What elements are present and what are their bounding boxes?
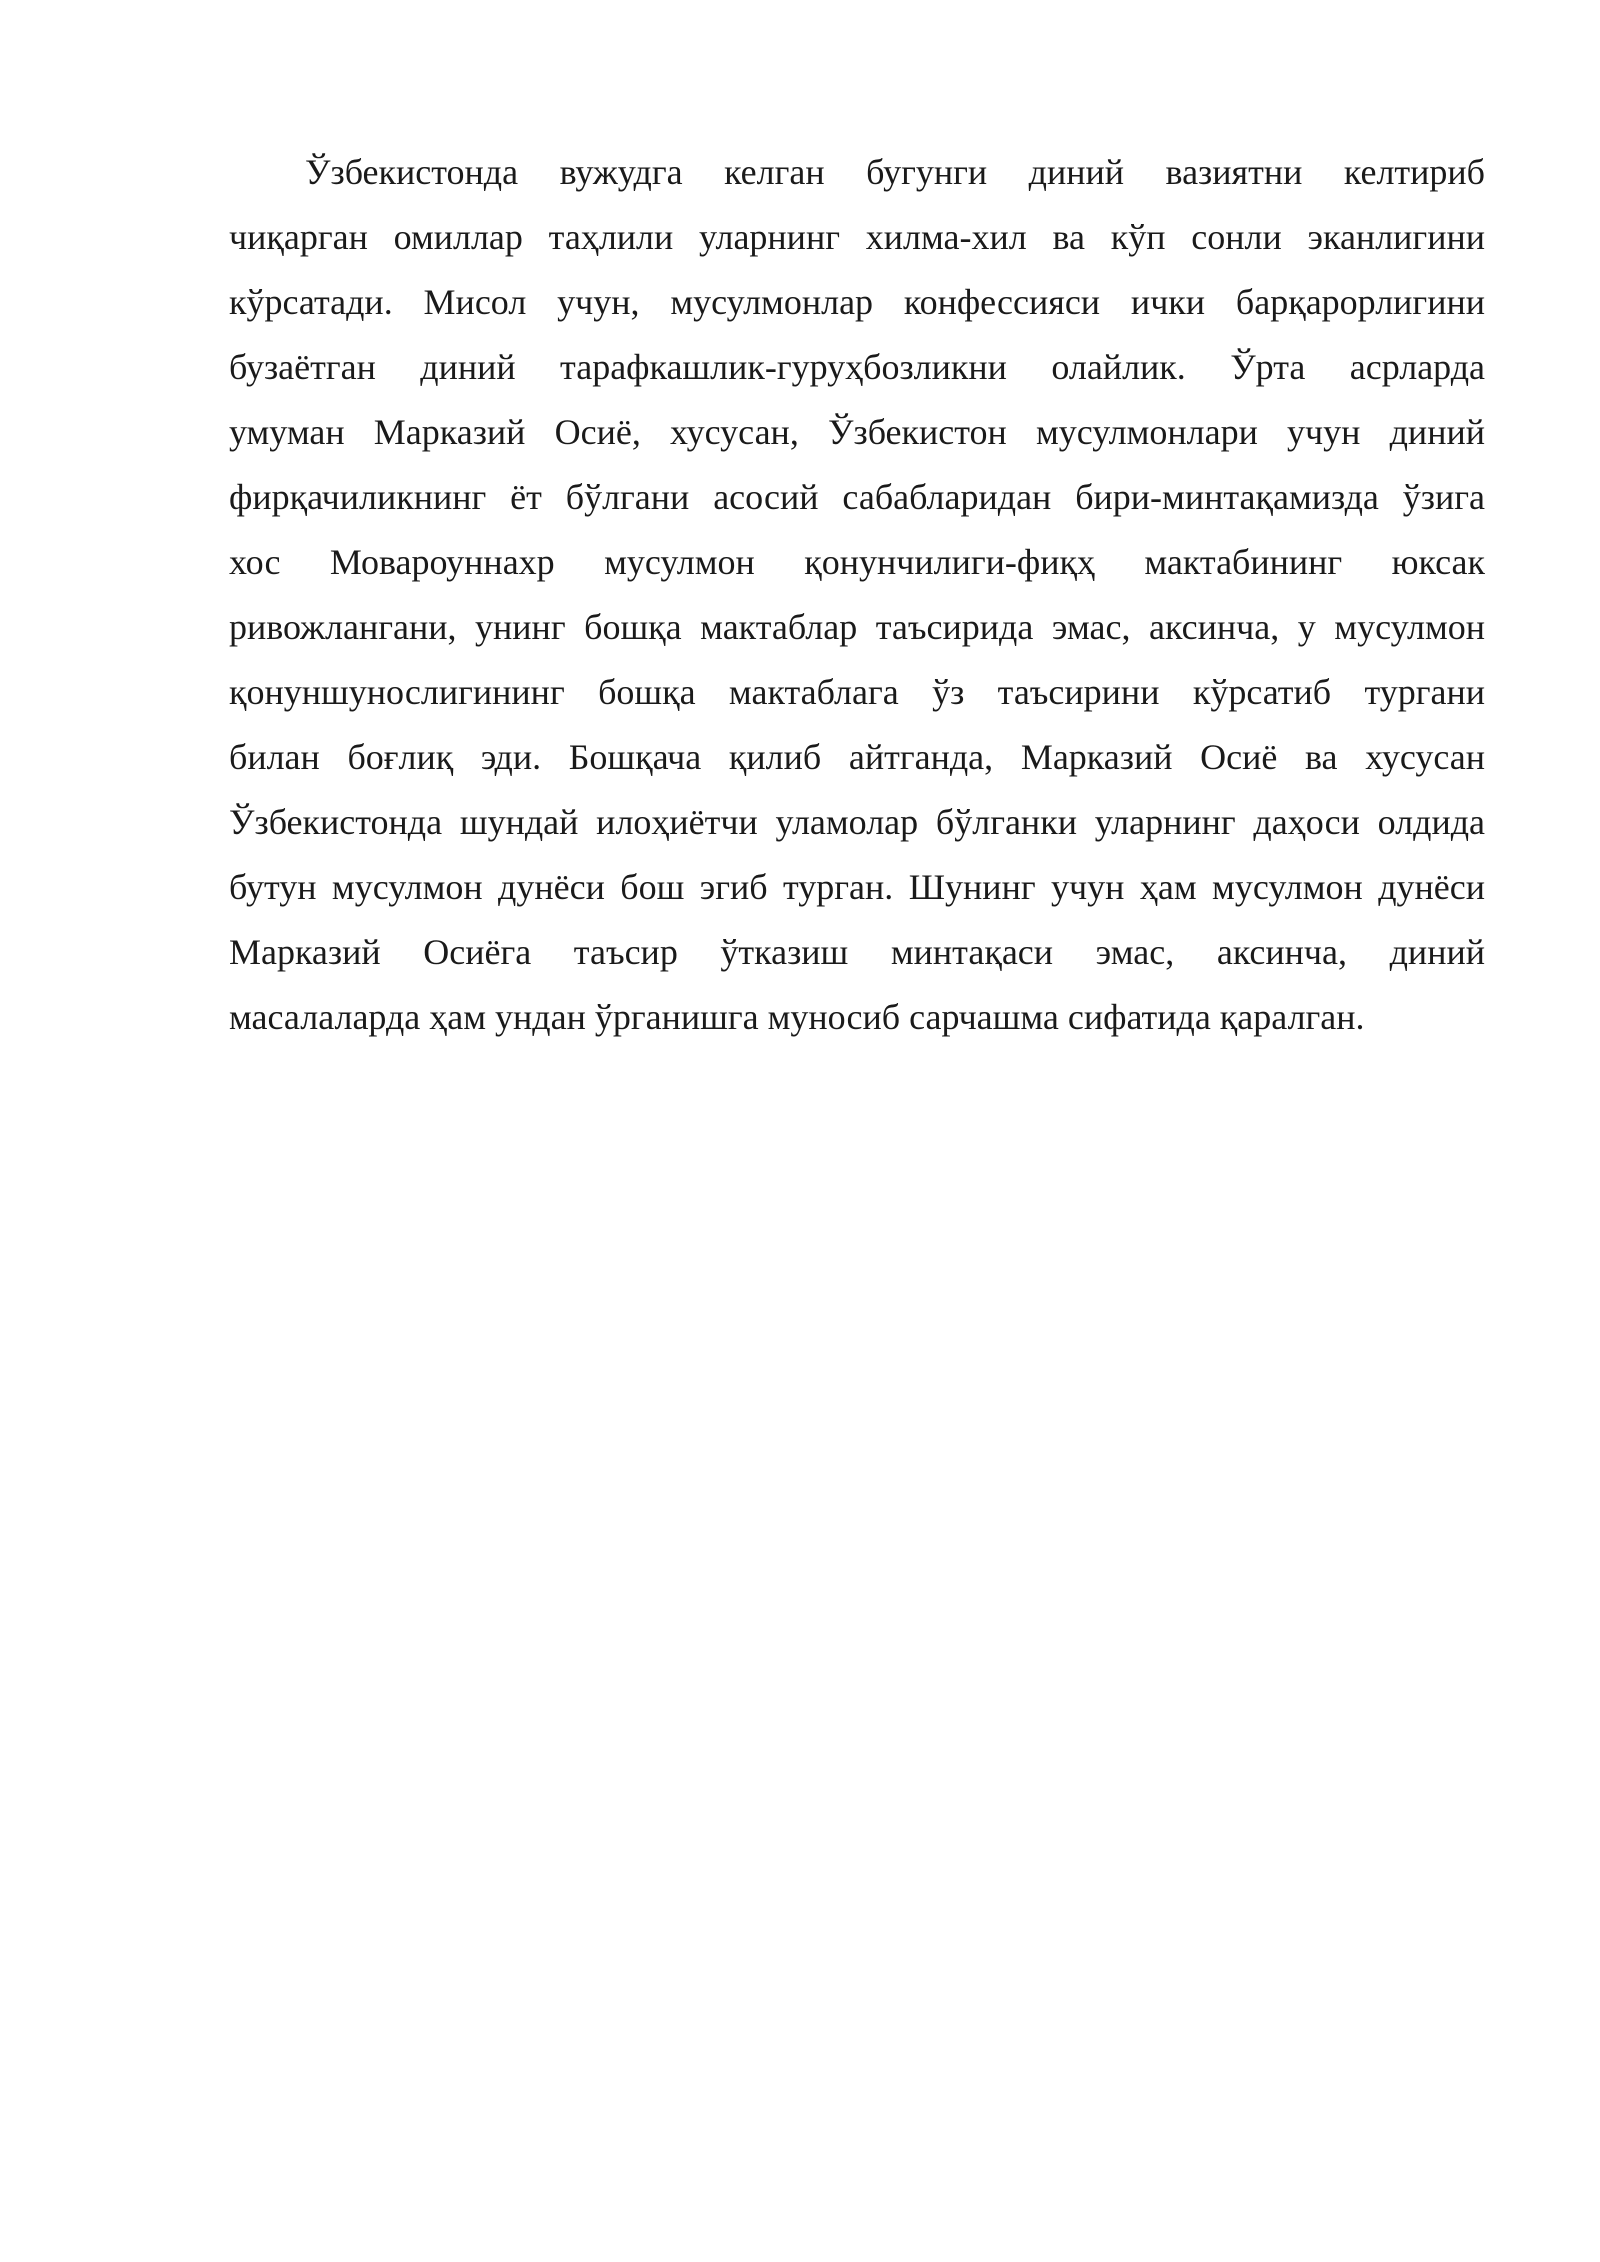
paragraph-line: кўрсатади. Мисол учун, мусулмонлар конфессияси ички барқарорлигини: [229, 282, 1485, 322]
paragraph-line: хос Мовароуннахр мусулмон қонунчилиги-фиқҳ мактабининг юксак: [229, 542, 1485, 582]
paragraph-line: Ўзбекистонда вужудга келган бугунги диний вазиятни келтириб: [305, 152, 1485, 192]
paragraph-line: умуман Марказий Осиё, хусусан, Ўзбекистон мусулмонлари учун диний: [229, 412, 1485, 452]
paragraph-line: қонуншунослигининг бошқа мактаблага ўз таъсирини кўрсатиб тургани: [229, 672, 1485, 712]
paragraph-line: бутун мусулмон дунёси бош эгиб турган. Шунинг учун ҳам мусулмон дунёси: [229, 867, 1485, 907]
paragraph-line: фирқачиликнинг ёт бўлгани асосий сабабларидан бири-минтақамизда ўзига: [229, 477, 1485, 517]
paragraph-line: Марказий Осиёга таъсир ўтказиш минтақаси эмас, аксинча, диний: [229, 932, 1485, 972]
paragraph-line: Ўзбекистонда шундай илоҳиётчи уламолар бўлганки уларнинг даҳоси олдида: [229, 802, 1485, 842]
paragraph-line: чиқарган омиллар таҳлили уларнинг хилма-хил ва кўп сонли эканлигини: [229, 217, 1485, 257]
paragraph-line: ривожлангани, унинг бошқа мактаблар таъсирида эмас, аксинча, у мусулмон: [229, 607, 1485, 647]
paragraph-line: билан боғлиқ эди. Бошқача қилиб айтганда, Марказий Осиё ва хусусан: [229, 737, 1485, 777]
body-paragraph: [229, 140, 1485, 1050]
paragraph-line: бузаётган диний тарафкашлик-гуруҳбозликни олайлик. Ўрта асрларда: [229, 347, 1485, 387]
paragraph-line: масалаларда ҳам ундан ўрганишга муносиб сарчашма сифатида қаралган.: [229, 997, 1365, 1037]
